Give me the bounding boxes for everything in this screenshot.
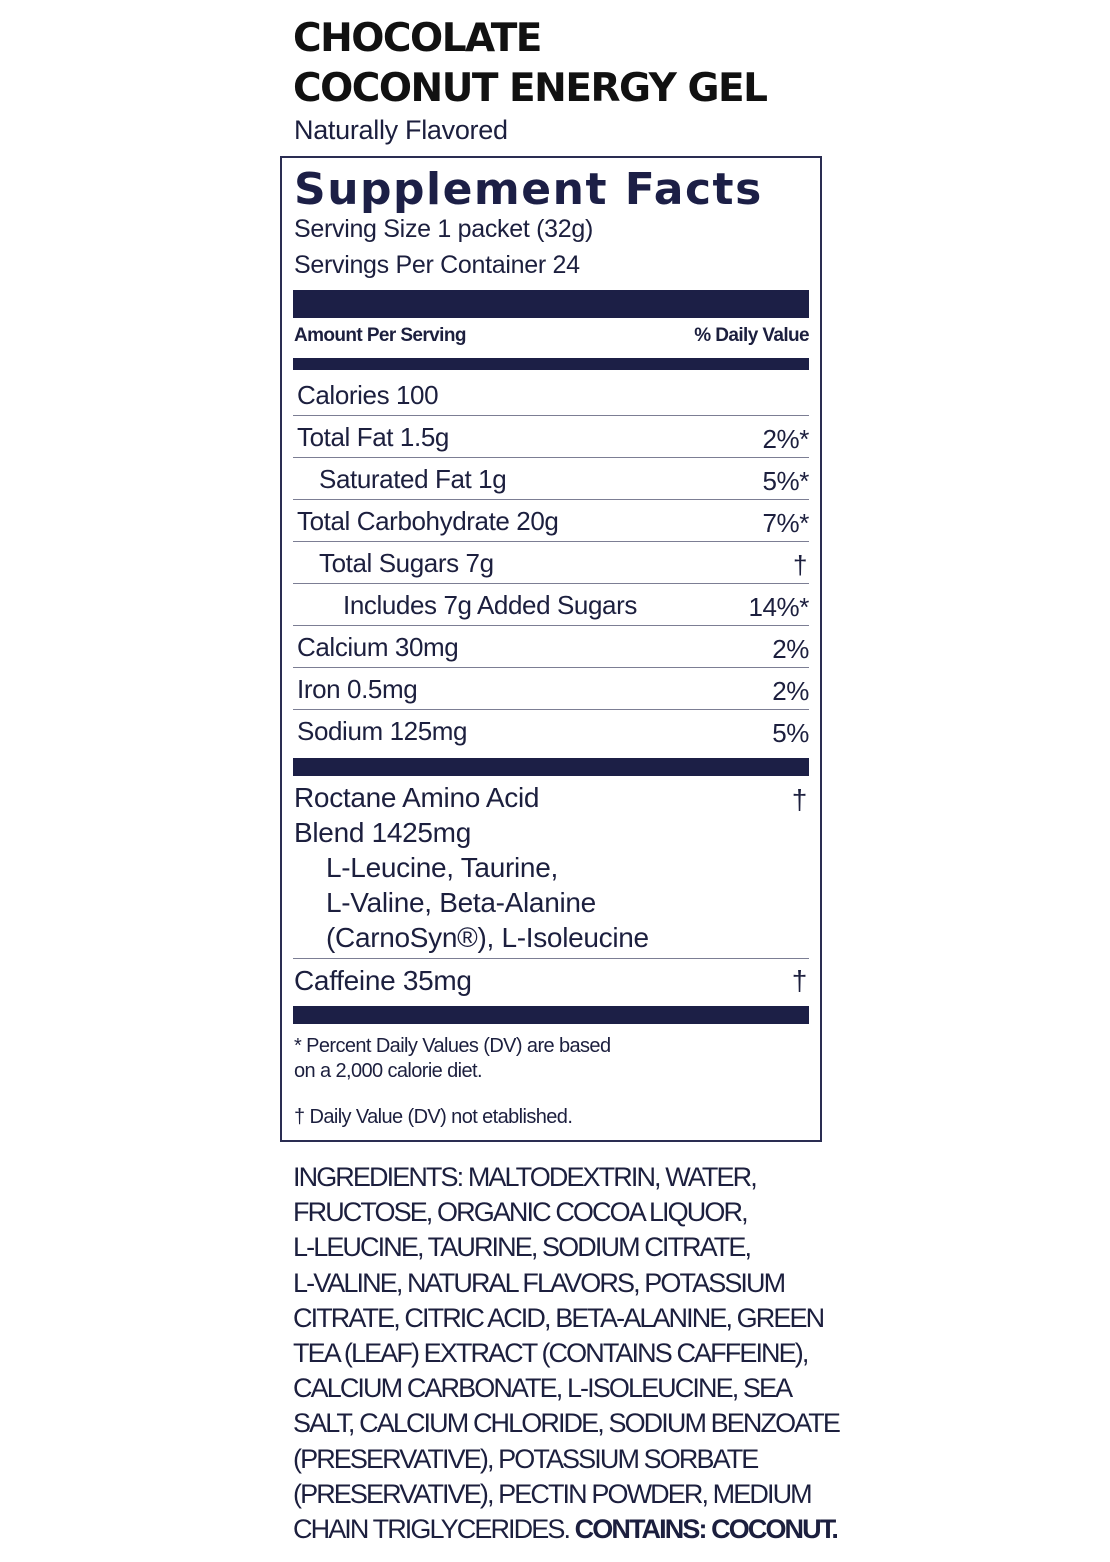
nutrient-label: Sodium 125mg bbox=[297, 716, 468, 746]
nutrient-dv: 7%* bbox=[762, 508, 809, 538]
ingredients-line: CALCIUM CARBONATE, L-ISOLEUCINE, SEA bbox=[293, 1373, 792, 1404]
ingredients-line: L-VALINE, NATURAL FLAVORS, POTASSIUM bbox=[293, 1267, 785, 1298]
nutrient-dv: 2%* bbox=[762, 424, 809, 454]
serving-size: Serving Size 1 packet (32g) bbox=[294, 215, 594, 243]
ingredients-line: (PRESERVATIVE), POTASSIUM SORBATE bbox=[293, 1443, 758, 1474]
facts-heading: Supplement Facts bbox=[294, 164, 763, 215]
calories-row bbox=[293, 374, 809, 416]
nutrient-label: Includes 7g Added Sugars bbox=[343, 590, 637, 620]
caffeine-row bbox=[293, 958, 809, 1005]
daily-value-label: % Daily Value bbox=[694, 325, 809, 346]
calories-label: Calories 100 bbox=[297, 380, 439, 410]
supplement-facts-panel bbox=[280, 156, 822, 1142]
nutrient-dv: † bbox=[792, 550, 807, 580]
ingredients-last-line bbox=[293, 1512, 853, 1547]
nutrient-row-added-sugars bbox=[293, 584, 809, 626]
thick-divider bbox=[293, 290, 809, 318]
nutrient-label: Total Fat 1.5g bbox=[297, 422, 449, 452]
product-subtitle: Naturally Flavored bbox=[294, 115, 508, 145]
nutrient-dv: 2% bbox=[772, 676, 809, 706]
nutrient-row-total-sugars bbox=[293, 542, 809, 584]
servings-per-container: Servings Per Container 24 bbox=[294, 251, 580, 279]
blend-component: L-Valine, Beta-Alanine bbox=[326, 887, 596, 918]
amount-per-serving-label: Amount Per Serving bbox=[294, 325, 466, 346]
ingredients-line: SALT, CALCIUM CHLORIDE, SODIUM BENZOATE bbox=[293, 1408, 839, 1439]
caffeine-label: Caffeine 35mg bbox=[294, 965, 472, 996]
ingredients-line: CHAIN TRIGLYCERIDES. bbox=[293, 1514, 570, 1545]
nutrient-label: Total Carbohydrate 20g bbox=[297, 506, 559, 536]
ingredients-line: FRUCTOSE, ORGANIC COCOA LIQUOR, bbox=[293, 1197, 747, 1228]
nutrient-label: Iron 0.5mg bbox=[297, 674, 418, 704]
nutrient-row-calcium bbox=[293, 626, 809, 668]
nutrient-dv: 2% bbox=[772, 634, 809, 664]
nutrient-label: Total Sugars 7g bbox=[319, 548, 494, 578]
medium-divider bbox=[293, 358, 809, 370]
blend-name-line1: Roctane Amino Acid bbox=[294, 782, 540, 813]
footnote-dv-line1: * Percent Daily Values (DV) are based bbox=[294, 1035, 611, 1057]
nutrient-dv: 5% bbox=[772, 718, 809, 748]
blend-dv: † bbox=[791, 784, 807, 815]
amino-acid-blend bbox=[294, 780, 809, 955]
nutrient-row-saturated-fat bbox=[293, 458, 809, 500]
amount-per-serving-header bbox=[294, 324, 809, 348]
ingredients-line: INGREDIENTS: MALTODEXTRIN, WATER, bbox=[293, 1162, 756, 1192]
footnote-dv-line2: on a 2,000 calorie diet. bbox=[294, 1060, 482, 1082]
nutrient-row-total-carbohydrate bbox=[293, 500, 809, 542]
ingredients-line: L-LEUCINE, TAURINE, SODIUM CITRATE, bbox=[293, 1232, 751, 1263]
nutrient-row-sodium bbox=[293, 710, 809, 752]
ingredients-list bbox=[293, 1160, 853, 1547]
blend-component: L-Leucine, Taurine, bbox=[326, 852, 558, 883]
product-title-line1: CHOCOLATE bbox=[293, 16, 541, 61]
nutrient-row-iron bbox=[293, 668, 809, 710]
blend-name-line2: Blend 1425mg bbox=[294, 817, 471, 848]
ingredients-line: CITRATE, CITRIC ACID, BETA-ALANINE, GREEN bbox=[293, 1302, 824, 1333]
nutrient-label: Calcium 30mg bbox=[297, 632, 459, 662]
thick-divider bbox=[293, 758, 809, 776]
nutrient-dv: 5%* bbox=[762, 466, 809, 496]
product-title bbox=[293, 14, 853, 114]
blend-component: (CarnoSyn®), L-Isoleucine bbox=[326, 922, 649, 953]
allergen-statement: CONTAINS: COCONUT. bbox=[574, 1514, 837, 1545]
product-title-line2: COCONUT ENERGY GEL bbox=[293, 66, 767, 111]
nutrient-label: Saturated Fat 1g bbox=[319, 464, 507, 494]
caffeine-dv: † bbox=[791, 965, 807, 996]
nutrient-row-total-fat bbox=[293, 416, 809, 458]
nutrient-dv: 14%* bbox=[748, 592, 809, 622]
ingredients-line: TEA (LEAF) EXTRACT (CONTAINS CAFFEINE), bbox=[293, 1338, 808, 1369]
ingredients-line: (PRESERVATIVE), PECTIN POWDER, MEDIUM bbox=[293, 1478, 811, 1509]
footnote-dagger: † Daily Value (DV) not etablished. bbox=[294, 1106, 573, 1128]
thick-divider bbox=[293, 1006, 809, 1024]
